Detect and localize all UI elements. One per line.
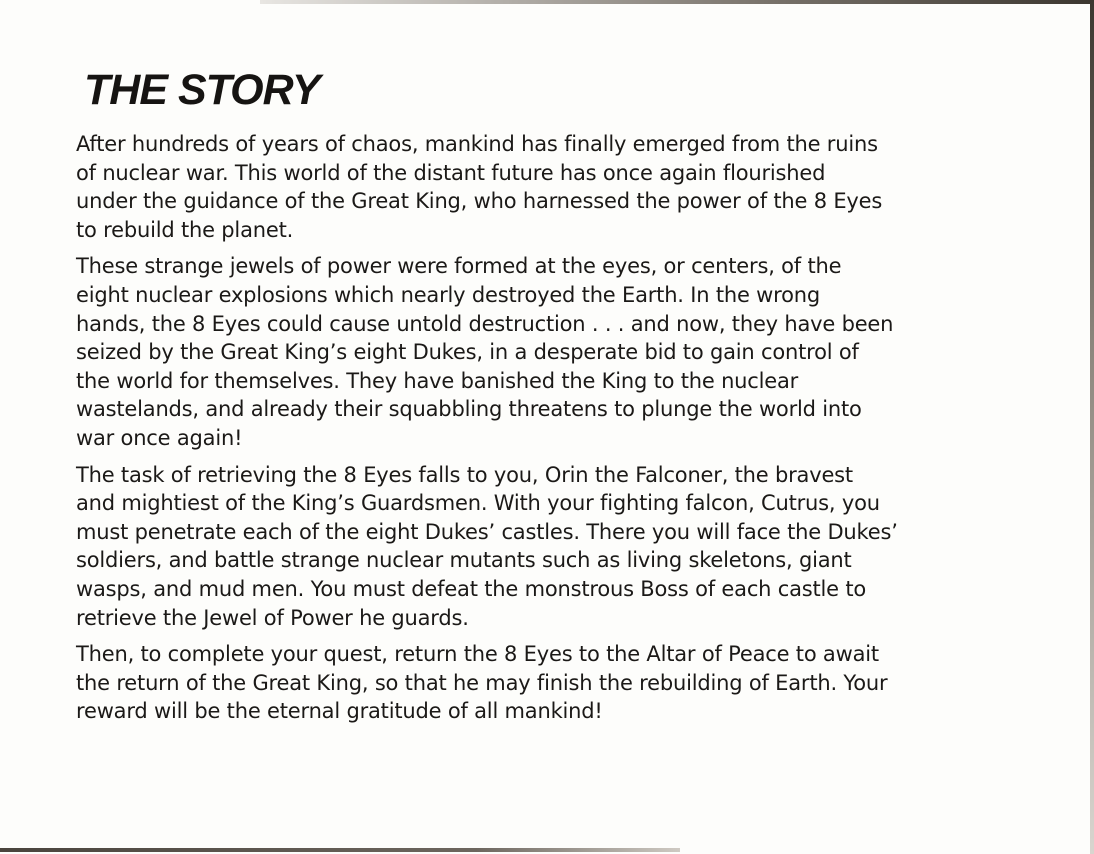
text-line: eight nuclear explosions which nearly destroyed the Earth. In the wrong bbox=[76, 282, 821, 307]
text-line: Then, to complete your quest, return the 8 Eyes to the Altar of Peace to await bbox=[76, 642, 879, 667]
text-line: of nuclear war. This world of the distant future has once again flourished bbox=[76, 160, 826, 185]
text-line: retrieve the Jewel of Power he guards. bbox=[76, 605, 469, 630]
text-line: to rebuild the planet. bbox=[76, 217, 294, 242]
text-line: under the guidance of the Great King, who harnessed the power of the 8 Eyes bbox=[76, 189, 883, 214]
page-edge-right bbox=[1090, 0, 1094, 854]
story-body bbox=[76, 130, 1016, 734]
paragraph-1 bbox=[76, 130, 1016, 244]
text-line: must penetrate each of the eight Dukes’ castles. There you will face the Dukes’ bbox=[76, 519, 898, 544]
text-line: reward will be the eternal gratitude of all mankind! bbox=[76, 699, 603, 724]
paragraph-4 bbox=[76, 640, 1016, 726]
text-line: wasps, and mud men. You must defeat the monstrous Boss of each castle to bbox=[76, 576, 867, 601]
paragraph-2 bbox=[76, 252, 1016, 452]
text-line: hands, the 8 Eyes could cause untold destruction . . . and now, they have been bbox=[76, 311, 894, 336]
text-line: the world for themselves. They have banished the King to the nuclear bbox=[76, 368, 799, 393]
text-line: soldiers, and battle strange nuclear mutants such as living skeletons, giant bbox=[76, 548, 852, 573]
page-title: THE STORY bbox=[84, 66, 320, 114]
text-line: The task of retrieving the 8 Eyes falls to you, Orin the Falconer, the bravest bbox=[76, 462, 853, 487]
page-edge-top bbox=[260, 0, 1094, 4]
text-line: the return of the Great King, so that he may finish the rebuilding of Earth. Your bbox=[76, 670, 888, 695]
paragraph-3 bbox=[76, 461, 1016, 633]
text-line: After hundreds of years of chaos, mankind has finally emerged from the ruins bbox=[76, 132, 878, 156]
text-line: seized by the Great King’s eight Dukes, in a desperate bid to gain control of bbox=[76, 340, 859, 365]
text-line: and mightiest of the King’s Guardsmen. With your fighting falcon, Cutrus, you bbox=[76, 491, 880, 516]
page-edge-bottom bbox=[0, 848, 680, 852]
text-line: These strange jewels of power were formed at the eyes, or centers, of the bbox=[76, 254, 842, 279]
text-line: war once again! bbox=[76, 425, 243, 450]
text-line: wastelands, and already their squabbling threatens to plunge the world into bbox=[76, 397, 862, 422]
